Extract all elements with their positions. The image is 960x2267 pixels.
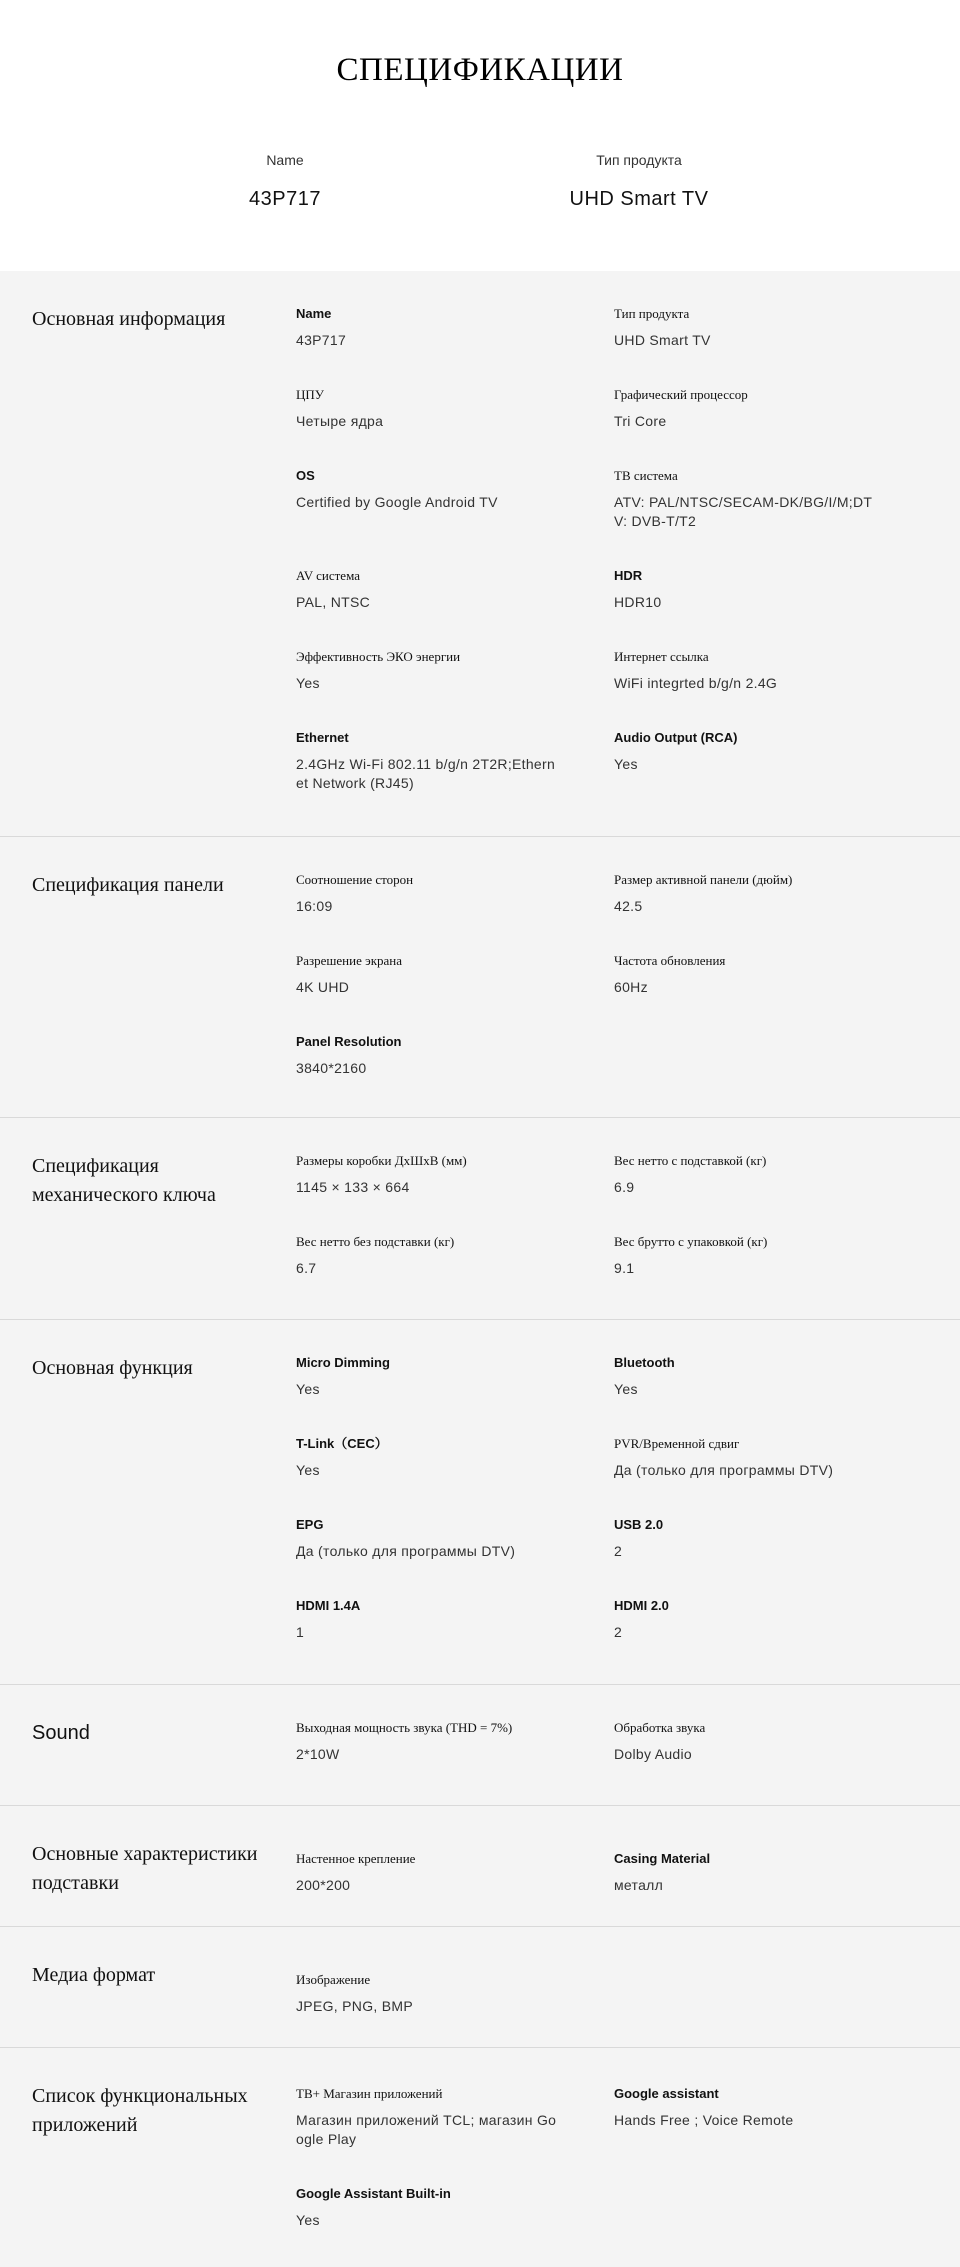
spec-items	[296, 1685, 916, 1805]
spec-value: Четыре ядра	[296, 413, 384, 429]
spec-value: WiFi integrted b/g/n 2.4G	[614, 675, 778, 691]
spec-item	[296, 1851, 561, 1895]
spec-item	[296, 872, 561, 916]
spec-value: Dolby Audio	[614, 1746, 693, 1762]
spec-item	[614, 872, 879, 916]
spec-item	[296, 1517, 561, 1561]
spec-item	[614, 306, 879, 350]
spec-item	[296, 1355, 561, 1399]
spec-item	[614, 1598, 879, 1642]
page-title: СПЕЦИФИКАЦИИ	[336, 52, 624, 88]
section-title: Список функциональных приложений	[32, 2085, 248, 2136]
spec-section	[0, 1805, 960, 1926]
spec-label: ТВ+ Магазин приложений	[296, 2086, 443, 2101]
section-title: Основная функция	[32, 1357, 193, 1379]
section-title: Основные характеристики подставки	[32, 1843, 258, 1894]
spec-item	[614, 1517, 879, 1561]
spec-label: Размер активной панели (дюйм)	[614, 872, 793, 887]
spec-item	[296, 953, 561, 997]
spec-item	[614, 1720, 879, 1764]
spec-label: Изображение	[296, 1972, 371, 1987]
specs-header	[0, 0, 960, 271]
spec-item	[296, 387, 561, 431]
spec-label: Вес нетто без подставки (кг)	[296, 1234, 455, 1249]
spec-value: UHD Smart TV	[614, 332, 711, 348]
spec-label: Google assistant	[614, 2086, 719, 2101]
spec-item	[614, 1436, 879, 1480]
spec-value: 2.4GHz Wi-Fi 802.11 b/g/n 2T2R;Ethernet Network (RJ45)	[296, 756, 556, 791]
spec-item	[614, 1851, 879, 1895]
hero-value: 43P717	[249, 188, 321, 210]
spec-item	[296, 1436, 561, 1480]
spec-value: PAL, NTSC	[296, 594, 371, 610]
spec-item	[614, 387, 879, 431]
spec-label: T-Link（CEC）	[296, 1436, 388, 1451]
spec-item	[296, 568, 561, 612]
spec-item	[296, 1972, 561, 2016]
spec-value: Магазин приложений TCL; магазин Google Play	[296, 2112, 557, 2147]
spec-value: Certified by Google Android TV	[296, 494, 498, 510]
spec-label: Соотношение сторон	[296, 872, 414, 887]
spec-value: 6.9	[614, 1179, 635, 1195]
spec-value: Да (только для программы DTV)	[296, 1543, 516, 1559]
spec-label: Частота обновления	[614, 953, 726, 968]
spec-value: Yes	[614, 756, 638, 772]
spec-value: Yes	[296, 2212, 320, 2228]
spec-value: 6.7	[296, 1260, 317, 1276]
spec-label: HDR	[614, 568, 643, 583]
spec-label: Разрешение экрана	[296, 953, 403, 968]
spec-item	[296, 649, 561, 693]
spec-items	[296, 837, 916, 1117]
spec-section	[0, 836, 960, 1117]
spec-label: HDMI 2.0	[614, 1598, 669, 1613]
spec-label: Micro Dimming	[296, 1355, 390, 1370]
spec-value: HDR10	[614, 594, 662, 610]
spec-value: 2	[614, 1624, 623, 1640]
section-title: Основная информация	[32, 308, 226, 330]
spec-label: Вес нетто с подставкой (кг)	[614, 1153, 767, 1168]
spec-value: 42.5	[614, 898, 643, 914]
spec-item	[296, 1598, 561, 1642]
section-title: Медиа формат	[32, 1964, 156, 1986]
spec-label: Обработка звука	[614, 1720, 706, 1735]
spec-label: Google Assistant Built-in	[296, 2186, 451, 2201]
spec-label: OS	[296, 468, 315, 483]
spec-item	[296, 468, 561, 512]
spec-item	[614, 1355, 879, 1399]
spec-section	[0, 271, 960, 836]
hero-spec-name	[140, 152, 430, 211]
spec-label: Name	[296, 306, 332, 321]
spec-items	[296, 1806, 916, 1926]
spec-value: 9.1	[614, 1260, 635, 1276]
spec-label: USB 2.0	[614, 1517, 664, 1532]
spec-item	[296, 1034, 561, 1078]
spec-value: 4K UHD	[296, 979, 350, 995]
spec-label: AV система	[296, 568, 360, 583]
spec-item	[614, 568, 879, 612]
spec-value: 1	[296, 1624, 305, 1640]
spec-label: Casing Material	[614, 1851, 711, 1866]
spec-value: Yes	[296, 1381, 320, 1397]
spec-item	[296, 2186, 561, 2230]
spec-value: 16:09	[296, 898, 333, 914]
spec-label: Выходная мощность звука (THD = 7%)	[296, 1720, 513, 1735]
spec-item	[296, 1234, 561, 1278]
spec-item	[296, 1153, 561, 1197]
spec-item	[614, 1153, 879, 1197]
spec-value: металл	[614, 1877, 664, 1893]
spec-item	[614, 953, 879, 997]
spec-value: JPEG, PNG, BMP	[296, 1998, 413, 2014]
spec-label: Тип продукта	[614, 306, 690, 321]
spec-label: ТВ система	[614, 468, 678, 483]
spec-value: Yes	[296, 675, 320, 691]
spec-value: ATV: PAL/NTSC/SECAM-DK/BG/I/M;DTV: DVB-T/T2	[614, 494, 873, 529]
spec-value: 2	[614, 1543, 623, 1559]
spec-section	[0, 2047, 960, 2267]
hero-label: Тип продукта	[596, 152, 682, 168]
spec-label: EPG	[296, 1517, 324, 1532]
spec-items	[296, 271, 916, 836]
spec-label: Вес брутто с упаковкой (кг)	[614, 1234, 768, 1249]
spec-section	[0, 1117, 960, 1319]
spec-label: Panel Resolution	[296, 1034, 402, 1049]
spec-items	[296, 1320, 916, 1684]
spec-value: 60Hz	[614, 979, 648, 995]
spec-item	[296, 730, 561, 793]
hero-label: Name	[266, 152, 304, 168]
spec-items	[296, 1118, 916, 1319]
spec-label: Графический процессор	[614, 387, 748, 402]
spec-item	[614, 1234, 879, 1278]
spec-item	[614, 2086, 879, 2130]
spec-label: Audio Output (RCA)	[614, 730, 738, 745]
spec-section	[0, 1684, 960, 1805]
spec-label: Размеры коробки ДхШхВ (мм)	[296, 1153, 467, 1168]
spec-item	[614, 730, 879, 774]
spec-items	[296, 1927, 916, 2047]
spec-label: Эффективность ЭКО энергии	[296, 649, 461, 664]
spec-value: 1145 × 133 × 664	[296, 1179, 410, 1195]
section-title: Спецификация панели	[32, 874, 224, 896]
spec-label: Интернет ссылка	[614, 649, 709, 664]
spec-label: Настенное крепление	[296, 1851, 416, 1866]
spec-item	[296, 2086, 561, 2149]
spec-value: Yes	[296, 1462, 320, 1478]
spec-section	[0, 1926, 960, 2047]
spec-label: Ethernet	[296, 730, 349, 745]
section-title: Sound	[32, 1722, 90, 1744]
spec-items	[296, 2048, 916, 2267]
spec-value: Tri Core	[614, 413, 667, 429]
hero-spec-product-type	[494, 152, 784, 211]
spec-item	[296, 1720, 561, 1764]
hero-value: UHD Smart TV	[569, 188, 709, 210]
spec-value: 200*200	[296, 1877, 351, 1893]
spec-section	[0, 1319, 960, 1684]
spec-sections	[0, 271, 960, 2267]
spec-label: Bluetooth	[614, 1355, 675, 1370]
section-title: Спецификация механического ключа	[32, 1155, 216, 1206]
spec-item	[614, 649, 879, 693]
spec-label: PVR/Временной сдвиг	[614, 1436, 740, 1451]
spec-value: 2*10W	[296, 1746, 340, 1762]
spec-label: ЦПУ	[296, 387, 324, 402]
spec-item	[614, 468, 879, 531]
spec-value: Hands Free ; Voice Remote	[614, 2112, 794, 2128]
spec-value: 3840*2160	[296, 1060, 367, 1076]
spec-label: HDMI 1.4A	[296, 1598, 361, 1613]
spec-value: Yes	[614, 1381, 638, 1397]
spec-item	[296, 306, 561, 350]
spec-value: 43P717	[296, 332, 347, 348]
spec-value: Да (только для программы DTV)	[614, 1462, 834, 1478]
